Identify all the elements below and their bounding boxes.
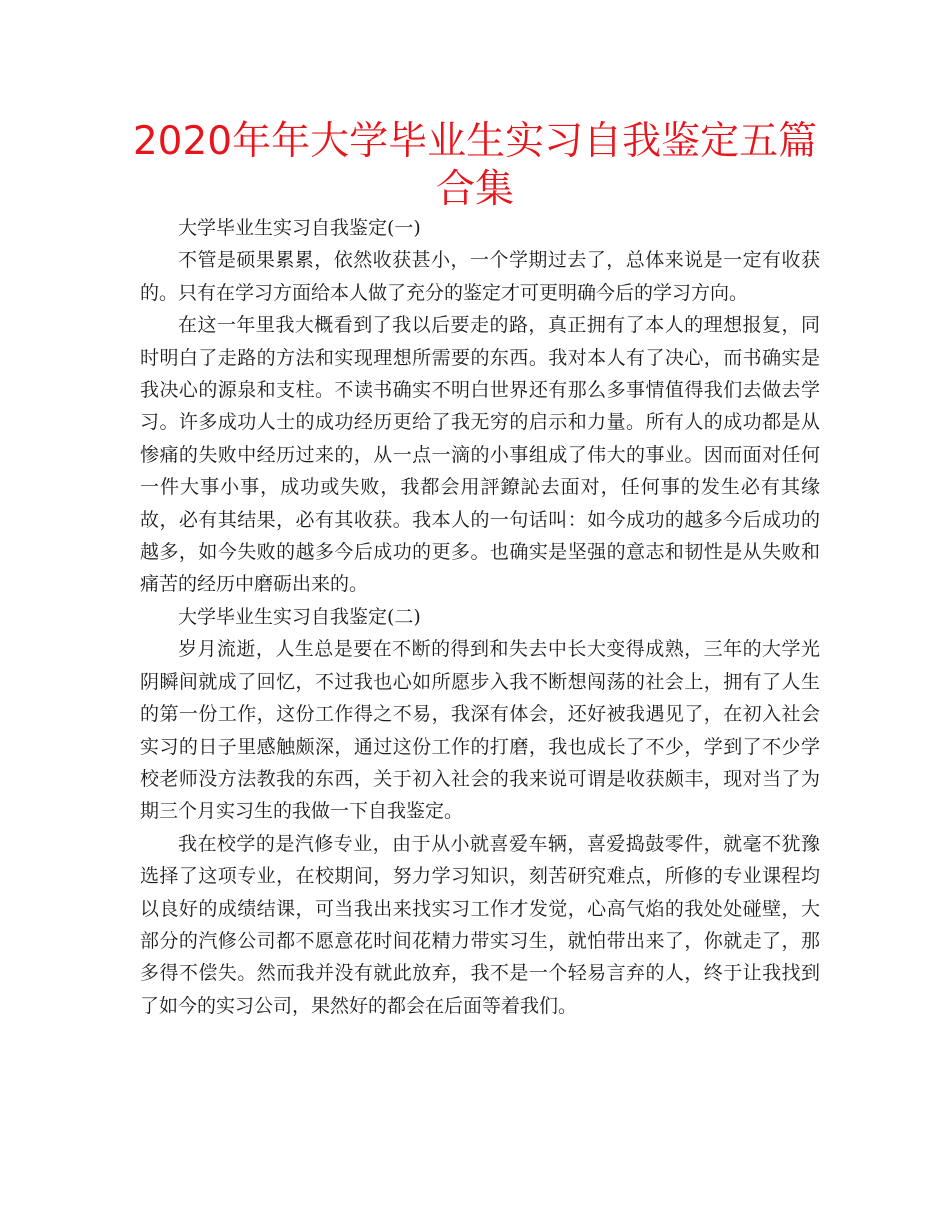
- document-title: 2020年年大学毕业生实习自我鉴定五篇合集: [132, 119, 818, 212]
- paragraph: 在这一年里我大概看到了我以后要走的路，真正拥有了本人的理想报复，同时明白了走路的方法和实现理想所需要的东西。我对本人有了决心，而书确实是我决心的源泉和支柱。不读书确实不明白世界还有那么多事情值得我们去做去学习。许多成功人士的成功经历更给了我无穷的启示和力量。所有人的成功都是从惨痛的失败中经历过来的，从一点一滴的小事组成了伟大的事业。因而面对任何一件大事小事，成功或失败，我都会用評鐐訫去面对，任何事的发生必有其缘故，必有其结果，必有其收获。我本人的一句话叫：如今成功的越多今后成功的越多，如今失败的越多今后成功的更多。也确实是坚强的意志和韧性是从失败和痛苦的经历中磨砺出来的。: [140, 314, 820, 596]
- section-heading-2: 大学毕业生实习自我鉴定(二): [178, 605, 421, 628]
- paragraph: 岁月流逝，人生总是要在不断的得到和失去中长大变得成熟，三年的大学光阴瞬间就成了回忆，不过我也心如所愿步入我不断想闯荡的社会上，拥有了人生的第一份工作，这份工作得之不易，我深有体会，还好被我遇见了，在初入社会实习的日子里感触颇深，通过这份工作的打磨，我也成长了不少，学到了不少学校老师没方法教我的东西，关于初入社会的我来说可谓是收获颇丰，现对当了为期三个月实习生的我做一下自我鉴定。: [140, 638, 820, 823]
- section-heading-1: 大学毕业生实习自我鉴定(一): [178, 217, 421, 239]
- document-body: [140, 212, 820, 1022]
- paragraph: 不管是硕果累累，依然收获甚小，一个学期过去了，总体来说是一定有收获的。只有在学习方面给本人做了充分的鉴定才可更明确今后的学习方向。: [140, 249, 820, 304]
- paragraph: 我在校学的是汽修专业，由于从小就喜爱车辆，喜爱捣鼓零件，就毫不犹豫选择了这项专业，在校期间，努力学习知识，刻苦研究难点，所修的专业课程均以良好的成绩结课，可当我出来找实习工作才发觉，心高气焰的我处处碰壁，大部分的汽修公司都不愿意花时间花精力带实习生，就怕带出来了，你就走了，那多得不偿失。然而我并没有就此放弃，我不是一个轻易言弃的人，终于让我找到了如今的实习公司，果然好的都会在后面等着我们。: [140, 832, 820, 1017]
